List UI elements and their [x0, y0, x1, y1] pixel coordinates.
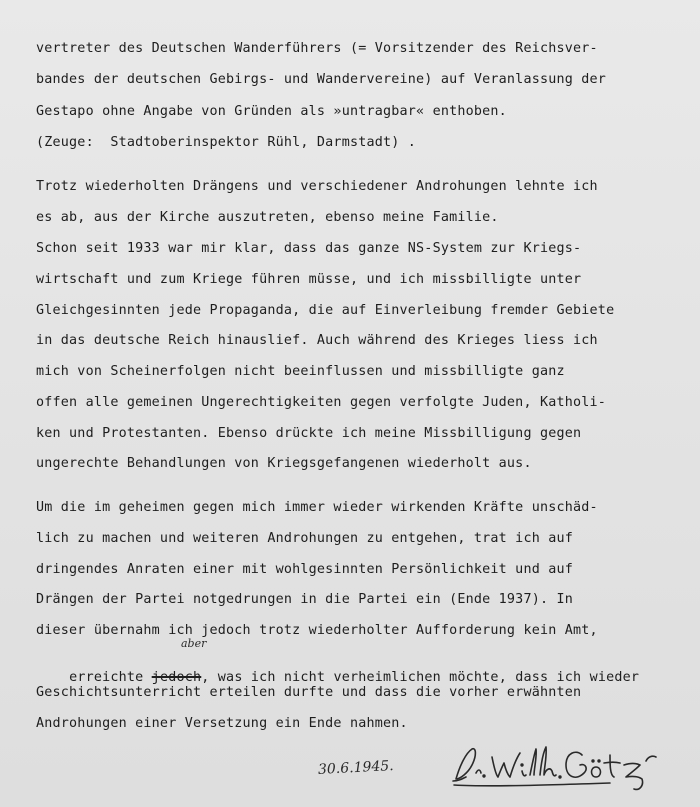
handwritten-insertion: aber — [181, 637, 207, 650]
text-line-7: Schon seit 1933 war mir klar, dass das ganze NS-System zur Kriegs- — [36, 241, 582, 256]
text-line-22: Androhungen einer Versetzung ein Ende nahmen. — [36, 716, 408, 731]
text-line-11: mich von Scheinerfolgen nicht beeinflussen und missbilligte ganz — [36, 364, 565, 379]
text-line-3: Gestapo ohne Angabe von Gründen als »untragbar« enthoben. — [36, 104, 507, 119]
text-line-21: Geschichtsunterricht erteilen durfte und dass die vorher erwähnten — [36, 685, 582, 700]
text-line-15: Um die im geheimen gegen mich immer wieder wirkenden Kräfte unschäd- — [36, 500, 598, 515]
text-line-13: ken und Protestanten. Ebenso drückte ich meine Missbilligung gegen — [36, 426, 582, 441]
text-line-20-end: , was ich nicht verheimlichen möchte, dass ich wieder — [201, 670, 640, 685]
handwritten-signature — [450, 735, 665, 793]
text-line-8: wirtschaft und zum Kriege führen müsse, und ich missbilligte unter — [36, 272, 582, 287]
text-line-6: es ab, aus der Kirche auszutreten, ebenso meine Familie. — [36, 210, 499, 225]
text-line-14: ungerechte Behandlungen von Kriegsgefangenen wiederholt aus. — [36, 456, 532, 471]
text-line-4: (Zeuge: Stadtoberinspektor Rühl, Darmstadt) . — [36, 135, 417, 150]
text-line-18: Drängen der Partei notgedrungen in die Partei ein (Ende 1937). In — [36, 592, 574, 607]
text-line-19: dieser übernahm ich jedoch trotz wiederholter Aufforderung kein Amt, — [36, 623, 598, 638]
text-line-17: dringendes Anraten einer mit wohlgesinnten Persönlichkeit und auf — [36, 562, 574, 577]
text-line-9: Gleichgesinnten jede Propaganda, die auf Einverleibung fremder Gebiete — [36, 303, 615, 318]
text-line-10: in das deutsche Reich hinauslief. Auch während des Krieges liess ich — [36, 333, 598, 348]
text-line-1: vertreter des Deutschen Wanderführers (= Vorsitzender des Reichsver- — [36, 41, 598, 56]
text-line-2: bandes der deutschen Gebirgs- und Wandervereine) auf Veranlassung der — [36, 72, 607, 87]
struck-word: jedoch — [151, 670, 202, 685]
text-line-5: Trotz wiederholten Drängens und verschiedener Androhungen lehnte ich — [36, 179, 598, 194]
text-line-16: lich zu machen und weiteren Androhungen zu entgehen, trat ich auf — [36, 531, 574, 546]
text-line-20-start: erreichte — [69, 670, 152, 685]
handwritten-date: 30.6.1945. — [317, 758, 395, 778]
text-line-12: offen alle gemeinen Ungerechtigkeiten gegen verfolgte Juden, Katholi- — [36, 395, 607, 410]
